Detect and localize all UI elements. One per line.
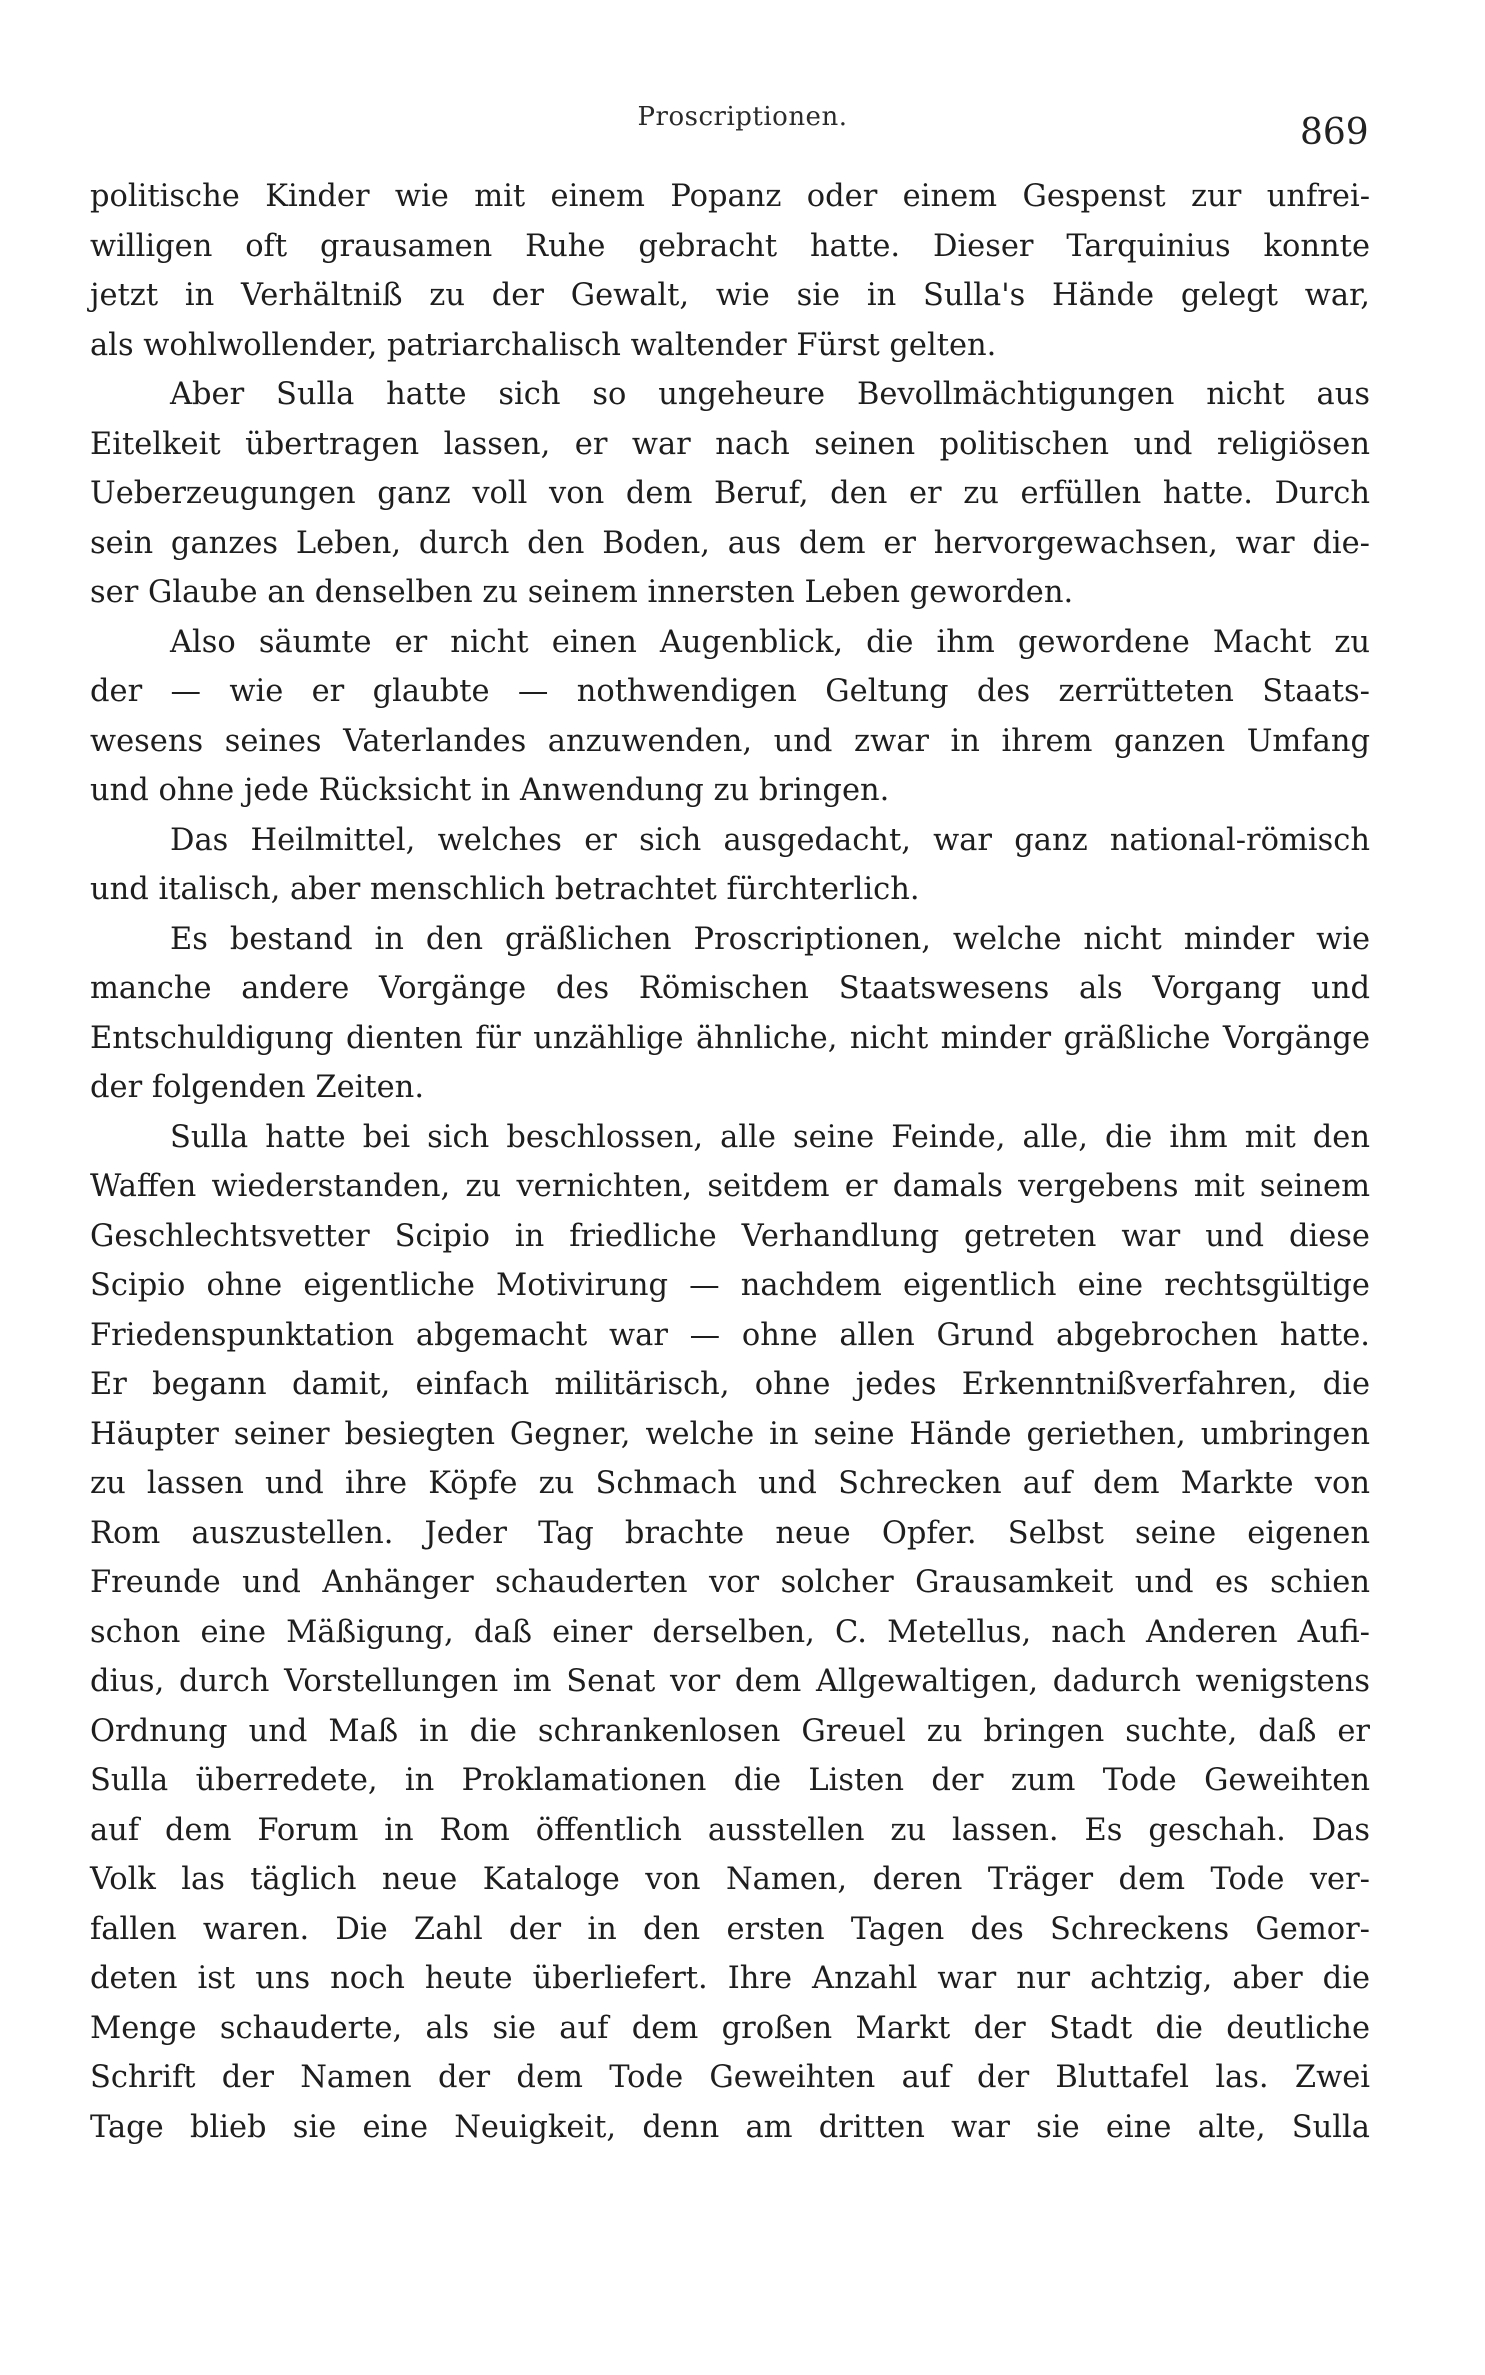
text-line: fallen waren. Die Zahl der in den ersten Tagen des Schreckens Gemor-	[90, 1911, 1370, 1947]
page-number: 869	[1300, 112, 1369, 153]
text-line: Eitelkeit übertragen lassen, er war nach seinen politischen und religiösen	[90, 426, 1370, 462]
text-line: dius, durch Vorstellungen im Senat vor dem Allgewaltigen, dadurch wenigstens	[90, 1664, 1370, 1699]
text-line: Rom auszustellen. Jeder Tag brachte neue Opfer. Selbst seine eigenen	[90, 1515, 1370, 1551]
text-line: Volk las täglich neue Kataloge von Namen, deren Träger dem Tode ver-	[90, 1862, 1370, 1897]
text-line: Sulla überredete, in Proklamationen die Listen der zum Tode Geweihten	[90, 1763, 1370, 1798]
text-line: Menge schauderte, als sie auf dem großen Markt der Stadt die deutliche	[90, 2010, 1370, 2046]
text-line: sein ganzes Leben, durch den Boden, aus dem er hervorgewachsen, war die-	[90, 525, 1370, 561]
text-line: Ueberzeugungen ganz voll von dem Beruf, den er zu erfüllen hatte. Durch	[90, 476, 1370, 511]
text-line: zu lassen und ihre Köpfe zu Schmach und Schrecken auf dem Markte von	[90, 1466, 1370, 1501]
text-line: Scipio ohne eigentliche Motivirung — nachdem eigentlich eine rechtsgültige	[90, 1268, 1370, 1303]
text-line: Er begann damit, einfach militärisch, ohne jedes Erkenntnißverfahren, die	[90, 1367, 1370, 1402]
text-line: als wohlwollender, patriarchalisch waltender Fürst gelten.	[90, 327, 997, 363]
text-line: und ohne jede Rücksicht in Anwendung zu bringen.	[90, 773, 890, 808]
text-line: wesens seines Vaterlandes anzuwenden, und zwar in ihrem ganzen Umfang	[90, 723, 1370, 759]
text-line: politische Kinder wie mit einem Popanz oder einem Gespenst zur unfrei-	[90, 179, 1370, 214]
paragraph-first-line: Aber Sulla hatte sich so ungeheure Bevollmächtigungen nicht aus	[170, 377, 1370, 412]
text-line: Entschuldigung dienten für unzählige ähnliche, nicht minder gräßliche Vorgänge	[90, 1020, 1370, 1056]
text-line: Häupter seiner besiegten Gegner, welche in seine Hände geriethen, umbringen	[90, 1416, 1370, 1452]
text-line: Schrift der Namen der dem Tode Geweihten auf der Bluttafel las. Zwei	[90, 2060, 1370, 2095]
paragraph-first-line: Sulla hatte bei sich beschlossen, alle seine Feinde, alle, die ihm mit den	[170, 1119, 1370, 1155]
paragraph-first-line: Das Heilmittel, welches er sich ausgedacht, war ganz national-römisch	[170, 822, 1370, 858]
text-line: Tage blieb sie eine Neuigkeit, denn am dritten war sie eine alte, Sulla	[90, 2109, 1370, 2145]
text-line: Ordnung und Maß in die schrankenlosen Greuel zu bringen suchte, daß er	[90, 1713, 1370, 1749]
text-line: Geschlechtsvetter Scipio in friedliche Verhandlung getreten war und diese	[90, 1218, 1370, 1254]
running-head: Proscriptionen.	[637, 102, 848, 132]
text-line: Waffen wiederstanden, zu vernichten, seitdem er damals vergebens mit seinem	[90, 1169, 1370, 1204]
text-line: ser Glaube an denselben zu seinem innersten Leben geworden.	[90, 575, 1074, 610]
text-line: willigen oft grausamen Ruhe gebracht hatte. Dieser Tarquinius konnte	[90, 228, 1370, 264]
text-line: Friedenspunktation abgemacht war — ohne allen Grund abgebrochen hatte.	[90, 1317, 1370, 1353]
body-text	[90, 172, 1370, 2152]
text-line: der — wie er glaubte — nothwendigen Geltung des zerrütteten Staats-	[90, 674, 1370, 709]
text-line: Freunde und Anhänger schauderten vor solcher Grausamkeit und es schien	[90, 1565, 1370, 1600]
text-line: manche andere Vorgänge des Römischen Staatswesens als Vorgang und	[90, 971, 1370, 1006]
text-line: schon eine Mäßigung, daß einer derselben, C. Metellus, nach Anderen Aufi-	[90, 1614, 1370, 1650]
paragraph-first-line: Es bestand in den gräßlichen Proscriptionen, welche nicht minder wie	[170, 921, 1370, 957]
text-line: und italisch, aber menschlich betrachtet fürchterlich.	[90, 872, 920, 907]
text-line: auf dem Forum in Rom öffentlich ausstellen zu lassen. Es geschah. Das	[90, 1812, 1370, 1848]
paragraph-first-line: Also säumte er nicht einen Augenblick, die ihm gewordene Macht zu	[170, 624, 1370, 660]
text-line: deten ist uns noch heute überliefert. Ihre Anzahl war nur achtzig, aber die	[90, 1961, 1370, 1996]
text-line: jetzt in Verhältniß zu der Gewalt, wie sie in Sulla's Hände gelegt war,	[90, 278, 1370, 313]
text-line: der folgenden Zeiten.	[90, 1070, 425, 1105]
